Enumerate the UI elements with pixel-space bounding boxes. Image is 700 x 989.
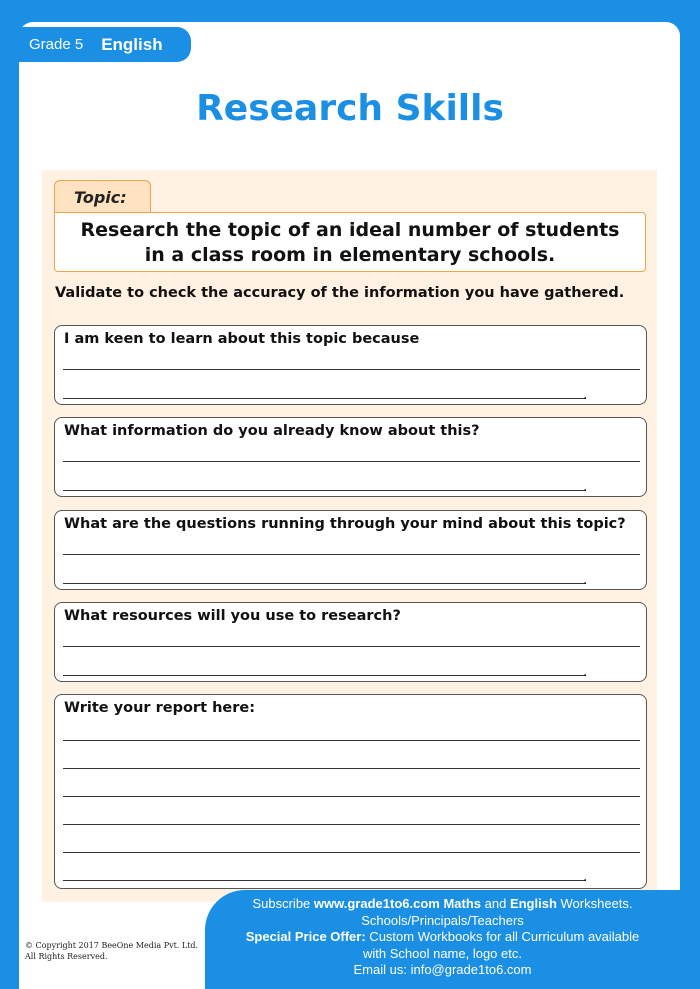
subject-label: English bbox=[101, 34, 163, 54]
offer-line-2: with School name, logo etc. bbox=[363, 945, 522, 961]
topic-box bbox=[54, 212, 646, 272]
question-label-1: I am keen to learn about this topic because bbox=[64, 331, 420, 347]
maths-label: Maths bbox=[443, 896, 482, 911]
answer-line[interactable] bbox=[63, 554, 640, 555]
question-box-5 bbox=[54, 694, 647, 889]
offer-label: Special Price Offer: bbox=[245, 929, 366, 944]
subscribe-prefix: Subscribe bbox=[252, 896, 314, 911]
question-box-2 bbox=[54, 417, 647, 497]
instruction-text: Validate to check the accuracy of the information you have gathered. bbox=[55, 285, 625, 301]
answer-line[interactable] bbox=[63, 852, 640, 853]
line-end-period: . bbox=[583, 387, 588, 403]
site-link[interactable]: www.grade1to6.com bbox=[313, 896, 440, 911]
answer-line[interactable] bbox=[63, 768, 640, 769]
english-label: English bbox=[509, 896, 557, 911]
subscribe-line bbox=[205, 896, 680, 913]
answer-line[interactable] bbox=[63, 583, 586, 584]
topic-line-1: Research the topic of an ideal number of students bbox=[80, 219, 620, 241]
answer-line[interactable] bbox=[63, 796, 640, 797]
line-end-period: . bbox=[583, 664, 588, 680]
worksheets-text: Worksheets. bbox=[556, 896, 633, 911]
answer-line[interactable] bbox=[63, 824, 640, 825]
question-label-3: What are the questions running through your mind about this topic? bbox=[64, 516, 626, 532]
copyright-notice bbox=[25, 940, 198, 962]
copyright-line-1: © Copyright 2017 BeeOne Media Pvt. Ltd. bbox=[25, 941, 199, 950]
answer-line[interactable] bbox=[63, 740, 640, 741]
question-box-1 bbox=[54, 325, 647, 405]
line-end-period: . bbox=[583, 479, 588, 495]
line-end-period: . bbox=[583, 869, 588, 885]
offer-line bbox=[205, 929, 680, 946]
offer-text: Custom Workbooks for all Curriculum available bbox=[365, 929, 640, 944]
answer-line[interactable] bbox=[63, 398, 586, 399]
topic-label: Topic: bbox=[54, 180, 151, 214]
promo-footer bbox=[205, 890, 680, 989]
answer-line[interactable] bbox=[63, 880, 586, 881]
answer-line[interactable] bbox=[63, 369, 640, 370]
question-label-2: What information do you already know about this? bbox=[64, 423, 480, 439]
question-box-3 bbox=[54, 510, 647, 590]
grade-label: Grade 5 bbox=[29, 36, 84, 53]
copyright-line-2: All Rights Reserved. bbox=[25, 952, 108, 961]
audience-line: Schools/Principals/Teachers bbox=[361, 912, 524, 928]
answer-line[interactable] bbox=[63, 675, 586, 676]
answer-line[interactable] bbox=[63, 490, 586, 491]
line-end-period: . bbox=[583, 572, 588, 588]
question-box-4 bbox=[54, 602, 647, 682]
page-title: Research Skills bbox=[196, 88, 504, 129]
email-line[interactable]: Email us: info@grade1to6.com bbox=[353, 962, 532, 977]
answer-line[interactable] bbox=[63, 461, 640, 462]
grade-subject-tab bbox=[19, 27, 191, 62]
topic-line-2: in a class room in elementary schools. bbox=[144, 244, 556, 266]
and-text: and bbox=[481, 896, 510, 911]
question-label-4: What resources will you use to research? bbox=[64, 608, 401, 624]
question-label-5: Write your report here: bbox=[64, 700, 256, 716]
answer-line[interactable] bbox=[63, 646, 640, 647]
